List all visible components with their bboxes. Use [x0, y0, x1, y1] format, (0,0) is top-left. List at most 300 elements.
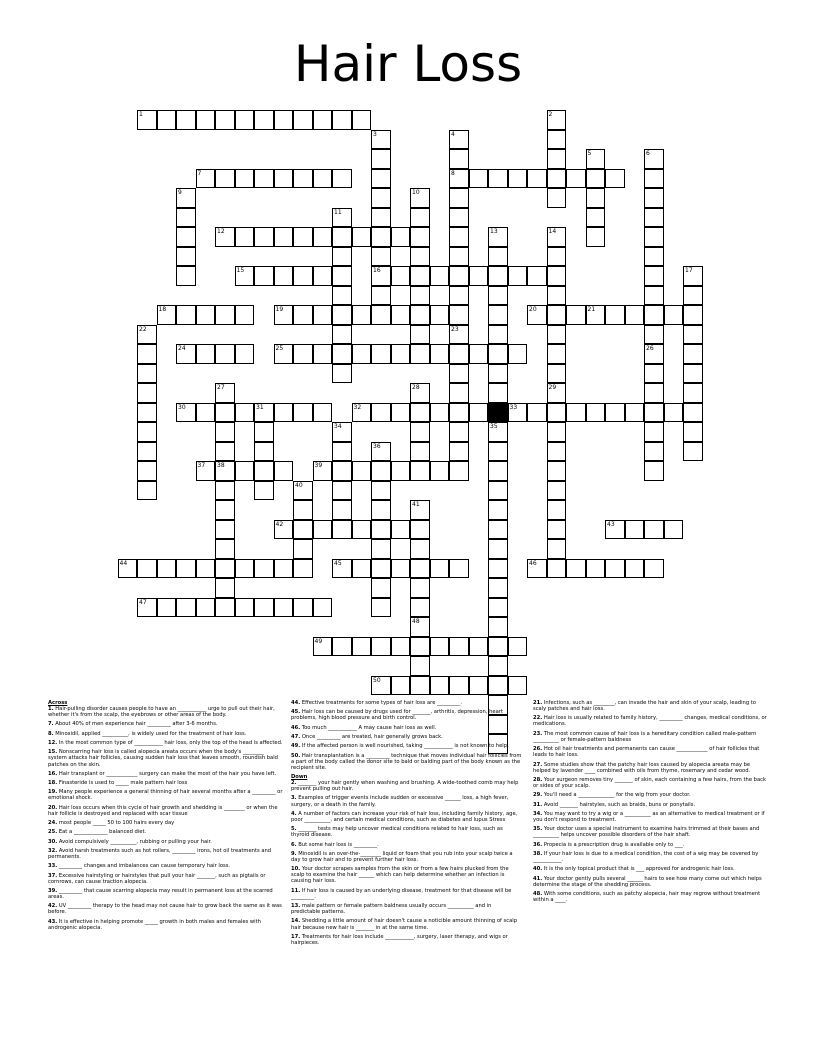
grid-cell[interactable]: [332, 325, 352, 345]
grid-cell[interactable]: [547, 130, 567, 150]
grid-cell[interactable]: [137, 403, 157, 423]
grid-cell[interactable]: [391, 676, 411, 696]
grid-cell[interactable]: [605, 169, 625, 189]
grid-cell[interactable]: [469, 169, 489, 189]
grid-cell[interactable]: [137, 422, 157, 442]
grid-cell[interactable]: [488, 305, 508, 325]
grid-cell[interactable]: [488, 461, 508, 481]
grid-cell[interactable]: [547, 500, 567, 520]
grid-cell[interactable]: [488, 539, 508, 559]
grid-cell[interactable]: [215, 578, 235, 598]
grid-cell[interactable]: [586, 208, 606, 228]
grid-cell[interactable]: [157, 305, 177, 325]
grid-cell[interactable]: [293, 266, 313, 286]
grid-cell[interactable]: [332, 208, 352, 228]
grid-cell[interactable]: [274, 520, 294, 540]
grid-cell[interactable]: [118, 559, 138, 579]
grid-cell[interactable]: [527, 266, 547, 286]
grid-cell[interactable]: [410, 637, 430, 657]
grid-cell[interactable]: [488, 637, 508, 657]
grid-cell[interactable]: [137, 364, 157, 384]
grid-cell[interactable]: [449, 130, 469, 150]
grid-cell[interactable]: [332, 500, 352, 520]
grid-cell[interactable]: [332, 286, 352, 306]
grid-cell[interactable]: [352, 559, 372, 579]
grid-cell[interactable]: [547, 169, 567, 189]
grid-cell[interactable]: [274, 169, 294, 189]
grid-cell[interactable]: [410, 247, 430, 267]
grid-cell[interactable]: [410, 208, 430, 228]
grid-cell[interactable]: [313, 344, 333, 364]
grid-cell[interactable]: [215, 344, 235, 364]
grid-cell[interactable]: [274, 266, 294, 286]
grid-cell[interactable]: [488, 578, 508, 598]
grid-cell[interactable]: [371, 539, 391, 559]
grid-cell[interactable]: [293, 227, 313, 247]
grid-cell[interactable]: [176, 598, 196, 618]
grid-cell[interactable]: [254, 461, 274, 481]
grid-cell[interactable]: [586, 169, 606, 189]
grid-cell[interactable]: [547, 403, 567, 423]
grid-cell[interactable]: [644, 208, 664, 228]
grid-cell[interactable]: [352, 110, 372, 130]
grid-cell[interactable]: [137, 110, 157, 130]
grid-cell[interactable]: [449, 149, 469, 169]
grid-cell[interactable]: [644, 344, 664, 364]
grid-cell[interactable]: [254, 403, 274, 423]
grid-cell[interactable]: [410, 442, 430, 462]
grid-cell[interactable]: [391, 403, 411, 423]
grid-cell[interactable]: [176, 227, 196, 247]
grid-cell[interactable]: [683, 286, 703, 306]
grid-cell[interactable]: [644, 422, 664, 442]
grid-cell[interactable]: [391, 305, 411, 325]
grid-cell[interactable]: [371, 149, 391, 169]
grid-cell[interactable]: [547, 520, 567, 540]
grid-cell[interactable]: [683, 403, 703, 423]
grid-cell[interactable]: [488, 247, 508, 267]
grid-cell[interactable]: [176, 188, 196, 208]
grid-cell[interactable]: [371, 188, 391, 208]
grid-cell[interactable]: [254, 481, 274, 501]
grid-cell[interactable]: [254, 559, 274, 579]
grid-cell[interactable]: [644, 559, 664, 579]
grid-cell[interactable]: [410, 227, 430, 247]
grid-cell[interactable]: [430, 403, 450, 423]
grid-cell[interactable]: [449, 286, 469, 306]
grid-cell[interactable]: [371, 344, 391, 364]
grid-cell[interactable]: [293, 520, 313, 540]
grid-cell[interactable]: [293, 169, 313, 189]
grid-cell[interactable]: [293, 481, 313, 501]
grid-cell[interactable]: [644, 149, 664, 169]
grid-cell[interactable]: [391, 520, 411, 540]
grid-cell[interactable]: [644, 188, 664, 208]
grid-cell[interactable]: [293, 539, 313, 559]
grid-cell[interactable]: [547, 442, 567, 462]
grid-cell[interactable]: [644, 403, 664, 423]
grid-cell[interactable]: [586, 403, 606, 423]
grid-cell[interactable]: [449, 266, 469, 286]
grid-cell[interactable]: [332, 461, 352, 481]
grid-cell[interactable]: [215, 442, 235, 462]
grid-cell[interactable]: [293, 500, 313, 520]
grid-cell[interactable]: [488, 520, 508, 540]
grid-cell[interactable]: [254, 442, 274, 462]
grid-cell[interactable]: [371, 676, 391, 696]
grid-cell[interactable]: [196, 598, 216, 618]
grid-cell[interactable]: [332, 559, 352, 579]
grid-cell[interactable]: [137, 325, 157, 345]
grid-cell[interactable]: [235, 461, 255, 481]
grid-cell[interactable]: [332, 344, 352, 364]
grid-cell[interactable]: [274, 559, 294, 579]
grid-cell[interactable]: [449, 188, 469, 208]
grid-cell[interactable]: [371, 637, 391, 657]
grid-cell[interactable]: [449, 247, 469, 267]
grid-cell[interactable]: [410, 403, 430, 423]
grid-cell[interactable]: [332, 247, 352, 267]
grid-cell[interactable]: [313, 637, 333, 657]
grid-cell[interactable]: [449, 227, 469, 247]
grid-cell[interactable]: [410, 325, 430, 345]
grid-cell[interactable]: [352, 520, 372, 540]
grid-cell[interactable]: [683, 305, 703, 325]
grid-cell[interactable]: [235, 344, 255, 364]
grid-cell[interactable]: [332, 266, 352, 286]
grid-cell[interactable]: [586, 149, 606, 169]
grid-cell[interactable]: [274, 403, 294, 423]
grid-cell[interactable]: [215, 305, 235, 325]
grid-cell[interactable]: [332, 422, 352, 442]
grid-cell[interactable]: [488, 266, 508, 286]
grid-cell[interactable]: [586, 305, 606, 325]
grid-cell[interactable]: [215, 500, 235, 520]
grid-cell[interactable]: [625, 520, 645, 540]
grid-cell[interactable]: [488, 676, 508, 696]
grid-cell[interactable]: [371, 461, 391, 481]
grid-cell[interactable]: [352, 227, 372, 247]
grid-cell[interactable]: [313, 110, 333, 130]
grid-cell[interactable]: [644, 461, 664, 481]
grid-cell[interactable]: [547, 539, 567, 559]
grid-cell[interactable]: [293, 305, 313, 325]
grid-cell[interactable]: [566, 305, 586, 325]
grid-cell[interactable]: [332, 481, 352, 501]
grid-cell[interactable]: [488, 325, 508, 345]
grid-cell[interactable]: [508, 403, 528, 423]
grid-cell[interactable]: [235, 305, 255, 325]
grid-cell[interactable]: [235, 110, 255, 130]
grid-cell[interactable]: [332, 305, 352, 325]
grid-cell[interactable]: [547, 305, 567, 325]
grid-cell[interactable]: [254, 110, 274, 130]
grid-cell[interactable]: [274, 227, 294, 247]
grid-cell[interactable]: [586, 559, 606, 579]
grid-cell[interactable]: [430, 266, 450, 286]
grid-cell[interactable]: [196, 305, 216, 325]
grid-cell[interactable]: [371, 130, 391, 150]
grid-cell[interactable]: [352, 403, 372, 423]
grid-cell[interactable]: [371, 578, 391, 598]
grid-cell[interactable]: [196, 403, 216, 423]
grid-cell[interactable]: [235, 169, 255, 189]
grid-cell[interactable]: [683, 364, 703, 384]
grid-cell[interactable]: [332, 169, 352, 189]
grid-cell[interactable]: [547, 325, 567, 345]
grid-cell[interactable]: [527, 403, 547, 423]
grid-cell[interactable]: [488, 656, 508, 676]
grid-cell[interactable]: [410, 383, 430, 403]
grid-cell[interactable]: [352, 305, 372, 325]
grid-cell[interactable]: [332, 442, 352, 462]
grid-cell[interactable]: [254, 266, 274, 286]
grid-cell[interactable]: [566, 403, 586, 423]
grid-cell[interactable]: [469, 266, 489, 286]
grid-cell[interactable]: [215, 422, 235, 442]
grid-cell[interactable]: [410, 422, 430, 442]
grid-cell[interactable]: [644, 247, 664, 267]
grid-cell[interactable]: [410, 656, 430, 676]
grid-cell[interactable]: [215, 520, 235, 540]
grid-cell[interactable]: [157, 559, 177, 579]
grid-cell[interactable]: [274, 305, 294, 325]
grid-cell[interactable]: [157, 110, 177, 130]
grid-cell[interactable]: [488, 481, 508, 501]
grid-cell[interactable]: [625, 559, 645, 579]
grid-cell[interactable]: [332, 110, 352, 130]
grid-cell[interactable]: [605, 305, 625, 325]
grid-cell[interactable]: [254, 422, 274, 442]
grid-cell[interactable]: [371, 520, 391, 540]
grid-cell[interactable]: [274, 461, 294, 481]
grid-cell[interactable]: [410, 344, 430, 364]
grid-cell[interactable]: [313, 461, 333, 481]
grid-cell[interactable]: [215, 169, 235, 189]
grid-cell[interactable]: [527, 559, 547, 579]
grid-cell[interactable]: [196, 344, 216, 364]
grid-cell[interactable]: [157, 598, 177, 618]
grid-cell[interactable]: [410, 559, 430, 579]
grid-cell[interactable]: [176, 110, 196, 130]
grid-cell[interactable]: [137, 598, 157, 618]
grid-cell[interactable]: [332, 227, 352, 247]
grid-cell[interactable]: [313, 227, 333, 247]
grid-cell[interactable]: [254, 227, 274, 247]
grid-cell[interactable]: [488, 169, 508, 189]
grid-cell[interactable]: [508, 637, 528, 657]
grid-cell[interactable]: [215, 227, 235, 247]
grid-cell[interactable]: [235, 403, 255, 423]
grid-cell[interactable]: [430, 344, 450, 364]
grid-cell[interactable]: [664, 305, 684, 325]
grid-cell[interactable]: [547, 286, 567, 306]
grid-cell[interactable]: [547, 188, 567, 208]
grid-cell[interactable]: [449, 422, 469, 442]
grid-cell[interactable]: [410, 598, 430, 618]
grid-cell[interactable]: [371, 442, 391, 462]
grid-cell[interactable]: [488, 500, 508, 520]
grid-cell[interactable]: [176, 266, 196, 286]
grid-cell[interactable]: [410, 461, 430, 481]
grid-cell[interactable]: [293, 110, 313, 130]
grid-cell[interactable]: [235, 266, 255, 286]
grid-cell[interactable]: [508, 676, 528, 696]
grid-cell[interactable]: [644, 383, 664, 403]
grid-cell[interactable]: [449, 461, 469, 481]
grid-cell[interactable]: [586, 188, 606, 208]
grid-cell[interactable]: [430, 637, 450, 657]
grid-cell[interactable]: [274, 344, 294, 364]
grid-cell[interactable]: [410, 305, 430, 325]
grid-cell[interactable]: [469, 344, 489, 364]
grid-cell[interactable]: [313, 520, 333, 540]
grid-cell[interactable]: [644, 520, 664, 540]
grid-cell[interactable]: [254, 598, 274, 618]
grid-cell[interactable]: [508, 266, 528, 286]
grid-cell[interactable]: [508, 169, 528, 189]
grid-cell[interactable]: [137, 559, 157, 579]
grid-cell[interactable]: [547, 227, 567, 247]
grid-cell[interactable]: [449, 364, 469, 384]
grid-cell[interactable]: [293, 559, 313, 579]
grid-cell[interactable]: [625, 305, 645, 325]
grid-cell[interactable]: [332, 637, 352, 657]
grid-cell[interactable]: [547, 422, 567, 442]
grid-cell[interactable]: [215, 539, 235, 559]
grid-cell[interactable]: [371, 403, 391, 423]
grid-cell[interactable]: [644, 442, 664, 462]
grid-cell[interactable]: [449, 325, 469, 345]
grid-cell[interactable]: [313, 598, 333, 618]
grid-cell[interactable]: [391, 266, 411, 286]
grid-cell[interactable]: [430, 305, 450, 325]
grid-cell[interactable]: [683, 266, 703, 286]
grid-cell[interactable]: [644, 286, 664, 306]
grid-cell[interactable]: [449, 442, 469, 462]
grid-cell[interactable]: [274, 598, 294, 618]
grid-cell[interactable]: [371, 500, 391, 520]
grid-cell[interactable]: [254, 169, 274, 189]
grid-cell[interactable]: [410, 188, 430, 208]
grid-cell[interactable]: [137, 344, 157, 364]
grid-cell[interactable]: [313, 403, 333, 423]
grid-cell[interactable]: [196, 559, 216, 579]
grid-cell[interactable]: [449, 344, 469, 364]
grid-cell[interactable]: [449, 676, 469, 696]
grid-cell[interactable]: [410, 286, 430, 306]
grid-cell[interactable]: [547, 481, 567, 501]
grid-cell[interactable]: [488, 383, 508, 403]
grid-cell[interactable]: [488, 403, 508, 423]
grid-cell[interactable]: [176, 559, 196, 579]
grid-cell[interactable]: [293, 598, 313, 618]
grid-cell[interactable]: [605, 559, 625, 579]
grid-cell[interactable]: [391, 637, 411, 657]
grid-cell[interactable]: [371, 227, 391, 247]
grid-cell[interactable]: [215, 461, 235, 481]
grid-cell[interactable]: [644, 305, 664, 325]
grid-cell[interactable]: [469, 403, 489, 423]
grid-cell[interactable]: [137, 461, 157, 481]
grid-cell[interactable]: [547, 266, 567, 286]
grid-cell[interactable]: [215, 481, 235, 501]
grid-cell[interactable]: [196, 110, 216, 130]
grid-cell[interactable]: [664, 520, 684, 540]
grid-cell[interactable]: [586, 227, 606, 247]
grid-cell[interactable]: [566, 559, 586, 579]
grid-cell[interactable]: [215, 559, 235, 579]
grid-cell[interactable]: [137, 442, 157, 462]
grid-cell[interactable]: [566, 169, 586, 189]
grid-cell[interactable]: [371, 481, 391, 501]
grid-cell[interactable]: [644, 227, 664, 247]
grid-cell[interactable]: [547, 559, 567, 579]
grid-cell[interactable]: [527, 305, 547, 325]
grid-cell[interactable]: [547, 383, 567, 403]
grid-cell[interactable]: [371, 305, 391, 325]
grid-cell[interactable]: [352, 461, 372, 481]
grid-cell[interactable]: [449, 383, 469, 403]
grid-cell[interactable]: [625, 403, 645, 423]
grid-cell[interactable]: [410, 676, 430, 696]
grid-cell[interactable]: [605, 520, 625, 540]
grid-cell[interactable]: [235, 227, 255, 247]
grid-cell[interactable]: [293, 344, 313, 364]
grid-cell[interactable]: [644, 325, 664, 345]
grid-cell[interactable]: [410, 578, 430, 598]
grid-cell[interactable]: [371, 247, 391, 267]
grid-cell[interactable]: [235, 598, 255, 618]
grid-cell[interactable]: [371, 286, 391, 306]
grid-cell[interactable]: [683, 344, 703, 364]
grid-cell[interactable]: [391, 559, 411, 579]
grid-cell[interactable]: [488, 227, 508, 247]
grid-cell[interactable]: [430, 461, 450, 481]
grid-cell[interactable]: [527, 169, 547, 189]
grid-cell[interactable]: [683, 325, 703, 345]
grid-cell[interactable]: [215, 598, 235, 618]
grid-cell[interactable]: [410, 520, 430, 540]
grid-cell[interactable]: [137, 383, 157, 403]
grid-cell[interactable]: [332, 364, 352, 384]
grid-cell[interactable]: [469, 637, 489, 657]
grid-cell[interactable]: [371, 559, 391, 579]
grid-cell[interactable]: [508, 344, 528, 364]
grid-cell[interactable]: [488, 364, 508, 384]
grid-cell[interactable]: [644, 266, 664, 286]
grid-cell[interactable]: [488, 617, 508, 637]
grid-cell[interactable]: [313, 169, 333, 189]
grid-cell[interactable]: [410, 500, 430, 520]
grid-cell[interactable]: [332, 520, 352, 540]
grid-cell[interactable]: [449, 305, 469, 325]
grid-cell[interactable]: [547, 247, 567, 267]
grid-cell[interactable]: [293, 403, 313, 423]
grid-cell[interactable]: [176, 247, 196, 267]
grid-cell[interactable]: [605, 403, 625, 423]
grid-cell[interactable]: [313, 266, 333, 286]
grid-cell[interactable]: [664, 403, 684, 423]
grid-cell[interactable]: [410, 539, 430, 559]
grid-cell[interactable]: [371, 208, 391, 228]
grid-cell[interactable]: [488, 559, 508, 579]
grid-cell[interactable]: [547, 364, 567, 384]
grid-cell[interactable]: [449, 169, 469, 189]
grid-cell[interactable]: [410, 266, 430, 286]
grid-cell[interactable]: [352, 344, 372, 364]
grid-cell[interactable]: [391, 461, 411, 481]
